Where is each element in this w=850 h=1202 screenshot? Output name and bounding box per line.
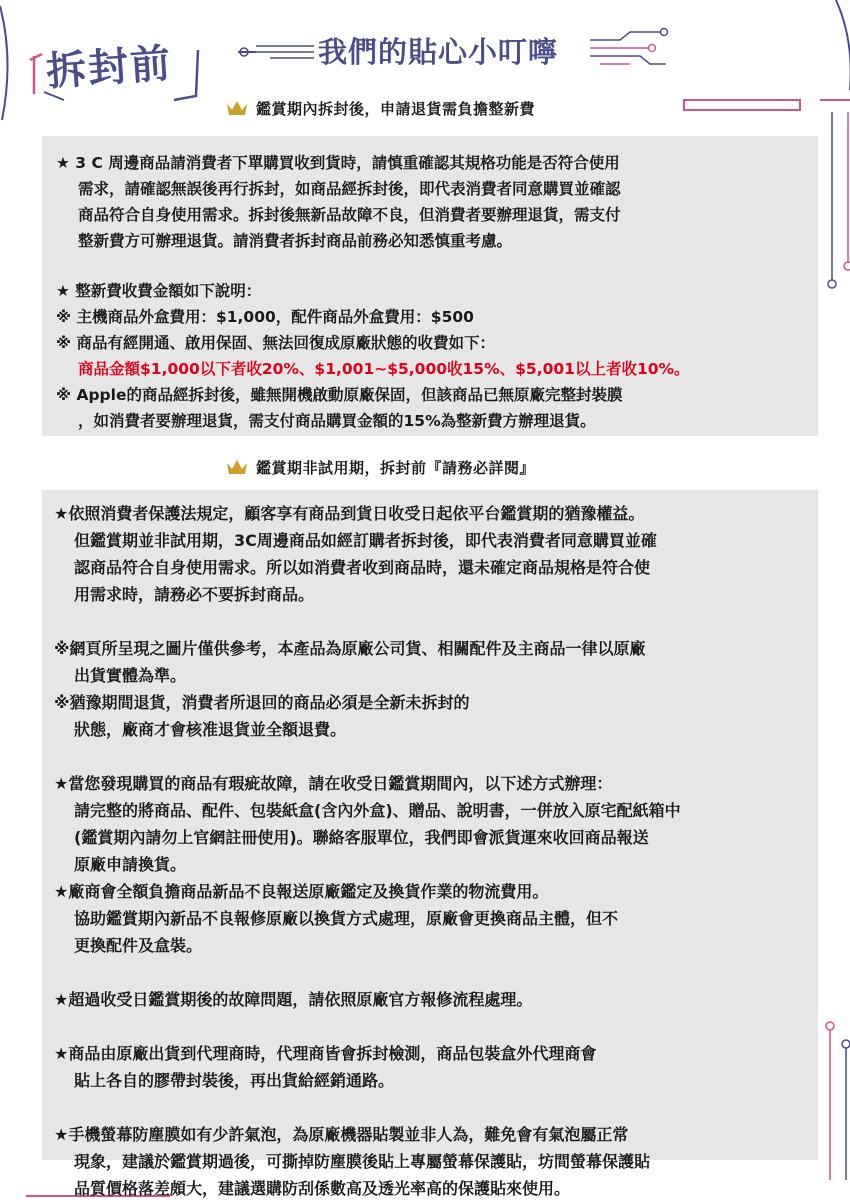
section1-line: ※ Apple的商品經拆封後，雖無開機啟動原廠保固，但該商品已無原廠完整封裝膜 xyxy=(56,386,623,404)
section2-line: 更換配件及盒裝。 xyxy=(74,936,203,955)
section1-line: 整新費方可辦理退貨。請消費者拆封商品前務必知悉慎重考慮。 xyxy=(78,232,513,250)
section2-line: 品質價格落差頗大，建議選購防刮係數高及透光率高的保護貼來使用。 xyxy=(74,1179,571,1198)
section2-line: 出貨實體為準。 xyxy=(74,666,187,685)
section2-heading-text: 鑑賞期非試用期，拆封前『請務必詳閱』 xyxy=(256,459,536,477)
header-badge xyxy=(24,30,204,106)
section2-panel xyxy=(42,490,818,1198)
section2-line: 認商品符合自身使用需求。所以如消費者收到商品時，還未確定商品規格是符合使 xyxy=(74,558,651,577)
section2-line: ★依照消費者保護法規定，顧客享有商品到貨日收受日起依平台鑑賞期的猶豫權益。 xyxy=(54,504,645,523)
section2-heading xyxy=(226,457,535,479)
section1-line: 需求，請確認無誤後再行拆封，如商品經拆封後，即代表消費者同意購買並確認 xyxy=(78,180,621,198)
section2-line: 用需求時，請務必不要拆封商品。 xyxy=(74,585,315,604)
section1-line: ，如消費者要辦理退貨，需支付商品購買金額的15%為整新費方辦理退貨。 xyxy=(78,412,596,430)
section2-line: ★廠商會全額負擔商品新品不良報送原廠鑑定及換貨作業的物流費用。 xyxy=(54,882,549,901)
section1-line: ★ 3 C 周邊商品請消費者下單購買收到貨時，請慎重確認其規格功能是否符合使用 xyxy=(56,154,620,172)
crown-icon xyxy=(226,100,248,120)
section1-line: ※ 主機商品外盒費用：$1,000，配件商品外盒費用：$500 xyxy=(56,308,474,326)
section2-line: 現象，建議於鑑賞期過後，可撕掉防塵膜後貼上專屬螢幕保護貼，坊間螢幕保護貼 xyxy=(74,1152,651,1171)
section1-heading xyxy=(226,98,535,120)
section1-panel xyxy=(42,136,818,436)
section2-line: 請完整的將商品、配件、包裝紙盒(含內外盒)、贈品、說明書，一併放入原宅配紙箱中 xyxy=(74,801,681,820)
section2-line: ※猶豫期間退貨，消費者所退回的商品必須是全新未拆封的 xyxy=(54,693,470,712)
section2-line: 協助鑑賞期內新品不良報修原廠以換貨方式處理，原廠會更換商品主體，但不 xyxy=(74,909,619,928)
section2-line: ★手機螢幕防塵膜如有少許氣泡，為原廠機器貼製並非人為，難免會有氣泡屬正常 xyxy=(54,1125,629,1144)
section2-line: 原廠申請換貨。 xyxy=(74,855,187,874)
section2-line: ★超過收受日鑑賞期後的故障問題，請依照原廠官方報修流程處理。 xyxy=(54,990,533,1009)
section2-line: (鑑賞期內請勿上官網註冊使用)。聯絡客服單位，我們即會派貨運來收回商品報送 xyxy=(74,828,649,847)
section1-line: ※ 商品有經開通、啟用保固、無法回復成原廠狀態的收費如下： xyxy=(56,334,495,352)
page-title: 我們的貼心小叮嚀 xyxy=(318,35,559,69)
section2-line: ※網頁所呈現之圖片僅供參考，本產品為原廠公司貨、相關配件及主商品一律以原廠 xyxy=(54,639,646,658)
section2-line: 貼上各自的膠帶封裝後，再出貨給經銷通路。 xyxy=(74,1071,395,1090)
section1-fee-rates: 商品金額$1,000以下者收20%、$1,001~$5,000收15%、$5,001以上者收10%。 xyxy=(78,360,690,378)
section1-body xyxy=(56,150,816,434)
crown-icon xyxy=(226,459,248,479)
section1-line: 商品符合自身使用需求。拆封後無新品故障不良，但消費者要辦理退貨，需支付 xyxy=(78,206,621,224)
section1-line: ★ 整新費收費金額如下說明： xyxy=(56,282,262,300)
section2-line: 狀態，廠商才會核准退貨並全額退費。 xyxy=(74,720,347,739)
section2-body xyxy=(54,500,816,1202)
section1-heading-text: 鑑賞期內拆封後，申請退貨需負擔整新費 xyxy=(256,100,536,118)
badge-text: 拆封前 xyxy=(44,39,174,96)
section2-line: ★當您發現購買的商品有瑕疵故障，請在收受日鑑賞期間內，以下述方式辦理： xyxy=(54,774,613,793)
section2-line: 但鑑賞期並非試用期，3C周邊商品如經訂購者拆封後，即代表消費者同意購買並確 xyxy=(74,531,657,550)
section2-line: ★商品由原廠出貨到代理商時，代理商皆會拆封檢測，商品包裝盒外代理商會 xyxy=(54,1044,597,1063)
